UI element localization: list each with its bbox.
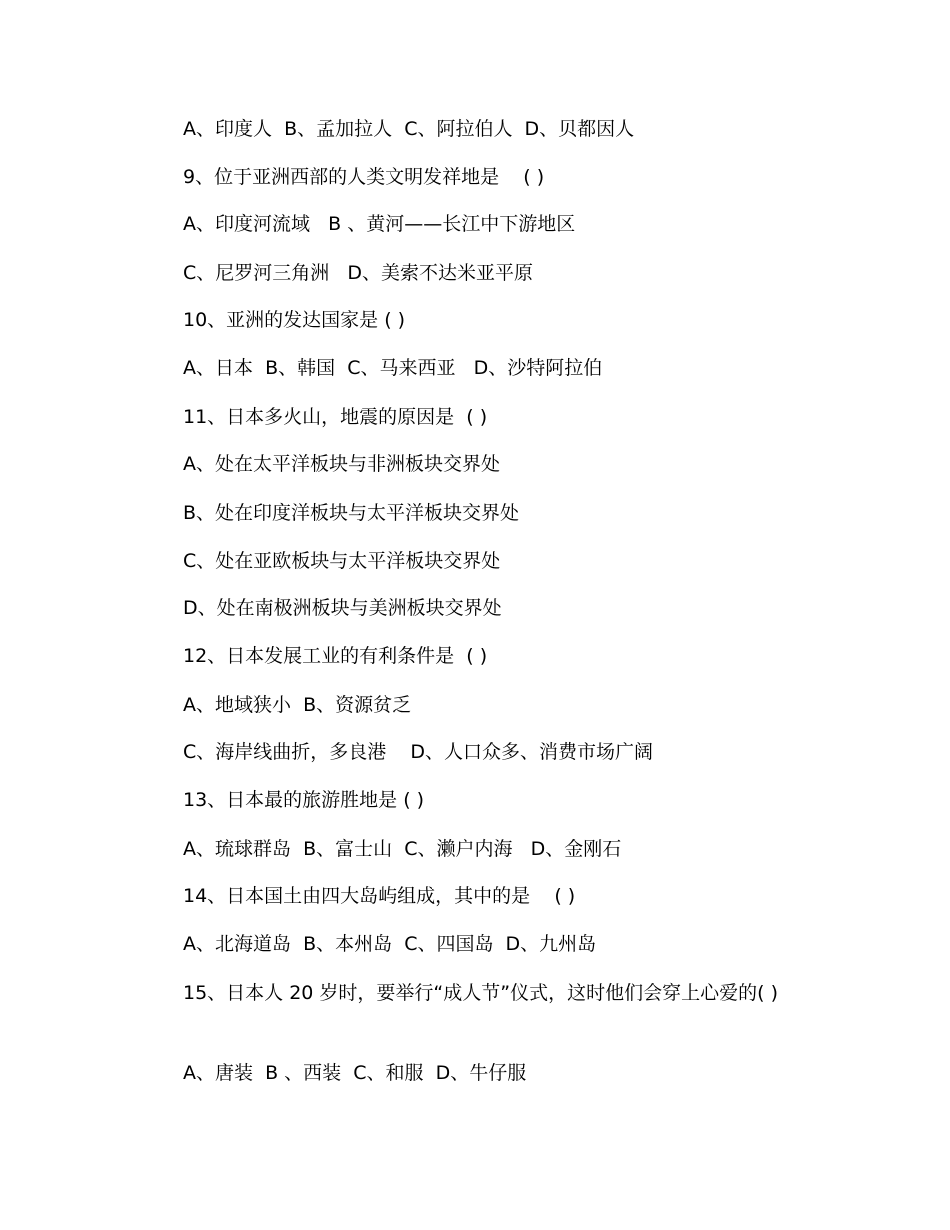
- q10-question: 10、亚洲的发达国家是 ( ): [183, 309, 406, 331]
- q11-option-a: A、处在太平洋板块与非洲板块交界处: [183, 453, 500, 475]
- q11-option-d: D、处在南极洲板块与美洲板块交界处: [183, 597, 502, 619]
- q11-question: 11、日本多火山，地震的原因是 ( ): [183, 406, 488, 428]
- q10-options: A、日本 B、韩国 C、马来西亚 D、沙特阿拉伯: [183, 357, 603, 379]
- q12-question: 12、日本发展工业的有利条件是 ( ): [183, 645, 488, 667]
- q13-options: A、琉球群岛 B、富士山 C、濑户内海 D、金刚石: [183, 838, 622, 860]
- q12-options-cd: C、海岸线曲折，多良港 D、人口众多、消费市场广阔: [183, 741, 654, 763]
- q11-option-b: B、处在印度洋板块与太平洋板块交界处: [183, 502, 520, 524]
- q14-options: A、北海道岛 B、本州岛 C、四国岛 D、九州岛: [183, 933, 597, 955]
- q8-options: A、印度人 B、孟加拉人 C、阿拉伯人 D、贝都因人: [183, 118, 635, 140]
- q11-option-c: C、处在亚欧板块与太平洋板块交界处: [183, 550, 501, 572]
- q12-options-ab: A、地域狭小 B、资源贫乏: [183, 694, 412, 716]
- q15-question: 15、日本人 20 岁时，要举行“成人节”仪式，这时他们会穿上心爱的( ): [183, 982, 778, 1004]
- q14-question: 14、日本国土由四大岛屿组成，其中的是 ( ): [183, 885, 576, 907]
- q9-options-cd: C、尼罗河三角洲 D、美索不达米亚平原: [183, 262, 534, 284]
- q13-question: 13、日本最的旅游胜地是 ( ): [183, 789, 425, 811]
- q9-options-ab: A、印度河流域 B 、黄河——长江中下游地区: [183, 213, 576, 235]
- q15-options: A、唐装 B 、西装 C、和服 D、牛仔服: [183, 1062, 527, 1084]
- q9-question: 9、位于亚洲西部的人类文明发祥地是 ( ): [183, 166, 545, 188]
